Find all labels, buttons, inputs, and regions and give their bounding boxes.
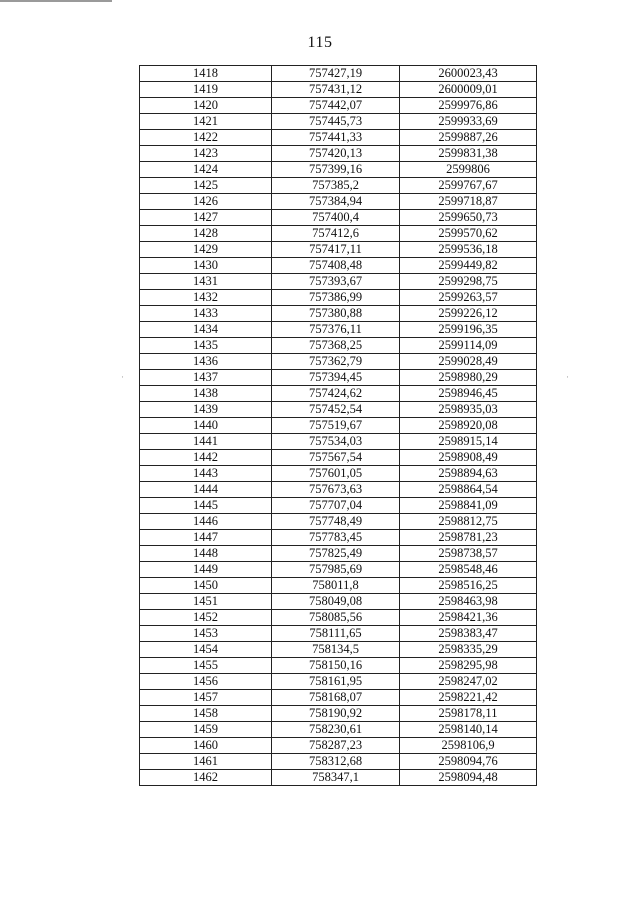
x-coordinate-cell: 757399,16 xyxy=(272,162,400,178)
y-coordinate-cell: 2598221,42 xyxy=(400,690,537,706)
x-coordinate-cell: 758190,92 xyxy=(272,706,400,722)
point-number-cell: 1418 xyxy=(140,66,272,82)
point-number-cell: 1432 xyxy=(140,290,272,306)
y-coordinate-cell: 2598094,76 xyxy=(400,754,537,770)
table-row xyxy=(140,242,537,258)
point-number-cell: 1434 xyxy=(140,322,272,338)
point-number-cell: 1461 xyxy=(140,754,272,770)
table-row xyxy=(140,626,537,642)
point-number-cell: 1455 xyxy=(140,658,272,674)
x-coordinate-cell: 757380,88 xyxy=(272,306,400,322)
page-number: 115 xyxy=(307,34,333,51)
x-coordinate-cell: 758150,16 xyxy=(272,658,400,674)
y-coordinate-cell: 2600023,43 xyxy=(400,66,537,82)
point-number-cell: 1431 xyxy=(140,274,272,290)
table-row xyxy=(140,274,537,290)
x-coordinate-cell: 758134,5 xyxy=(272,642,400,658)
y-coordinate-cell: 2598295,98 xyxy=(400,658,537,674)
point-number-cell: 1454 xyxy=(140,642,272,658)
y-coordinate-cell: 2598781,23 xyxy=(400,530,537,546)
y-coordinate-cell: 2598247,02 xyxy=(400,674,537,690)
x-coordinate-cell: 758049,08 xyxy=(272,594,400,610)
point-number-cell: 1439 xyxy=(140,402,272,418)
table-row xyxy=(140,610,537,626)
point-number-cell: 1429 xyxy=(140,242,272,258)
point-number-cell: 1442 xyxy=(140,450,272,466)
y-coordinate-cell: 2599831,38 xyxy=(400,146,537,162)
point-number-cell: 1447 xyxy=(140,530,272,546)
x-coordinate-cell: 757445,73 xyxy=(272,114,400,130)
y-coordinate-cell: 2598908,49 xyxy=(400,450,537,466)
point-number-cell: 1446 xyxy=(140,514,272,530)
table-row xyxy=(140,754,537,770)
table-row xyxy=(140,114,537,130)
x-coordinate-cell: 757783,45 xyxy=(272,530,400,546)
y-coordinate-cell: 2598421,36 xyxy=(400,610,537,626)
table-row xyxy=(140,338,537,354)
y-coordinate-cell: 2599196,35 xyxy=(400,322,537,338)
table-row xyxy=(140,178,537,194)
y-coordinate-cell: 2599933,69 xyxy=(400,114,537,130)
coordinates-table xyxy=(139,65,537,786)
point-number-cell: 1440 xyxy=(140,418,272,434)
y-coordinate-cell: 2598335,29 xyxy=(400,642,537,658)
point-number-cell: 1427 xyxy=(140,210,272,226)
y-coordinate-cell: 2598894,63 xyxy=(400,466,537,482)
x-coordinate-cell: 757567,54 xyxy=(272,450,400,466)
x-coordinate-cell: 757400,4 xyxy=(272,210,400,226)
x-coordinate-cell: 757519,67 xyxy=(272,418,400,434)
x-coordinate-cell: 757385,2 xyxy=(272,178,400,194)
point-number-cell: 1458 xyxy=(140,706,272,722)
x-coordinate-cell: 757412,6 xyxy=(272,226,400,242)
x-coordinate-cell: 757825,49 xyxy=(272,546,400,562)
table-row xyxy=(140,418,537,434)
x-coordinate-cell: 757441,33 xyxy=(272,130,400,146)
table-row xyxy=(140,66,537,82)
y-coordinate-cell: 2598463,98 xyxy=(400,594,537,610)
point-number-cell: 1453 xyxy=(140,626,272,642)
y-coordinate-cell: 2598738,57 xyxy=(400,546,537,562)
table-row xyxy=(140,434,537,450)
x-coordinate-cell: 757394,45 xyxy=(272,370,400,386)
x-coordinate-cell: 757408,48 xyxy=(272,258,400,274)
y-coordinate-cell: 2599298,75 xyxy=(400,274,537,290)
table-row xyxy=(140,194,537,210)
table-row xyxy=(140,210,537,226)
table-row xyxy=(140,530,537,546)
table-row xyxy=(140,722,537,738)
point-number-cell: 1444 xyxy=(140,482,272,498)
table-row xyxy=(140,770,537,786)
y-coordinate-cell: 2599806 xyxy=(400,162,537,178)
y-coordinate-cell: 2598383,47 xyxy=(400,626,537,642)
point-number-cell: 1459 xyxy=(140,722,272,738)
table-row xyxy=(140,594,537,610)
point-number-cell: 1443 xyxy=(140,466,272,482)
x-coordinate-cell: 757673,63 xyxy=(272,482,400,498)
y-coordinate-cell: 2599263,57 xyxy=(400,290,537,306)
y-coordinate-cell: 2599028,49 xyxy=(400,354,537,370)
x-coordinate-cell: 757424,62 xyxy=(272,386,400,402)
x-coordinate-cell: 758287,23 xyxy=(272,738,400,754)
table-row xyxy=(140,562,537,578)
x-coordinate-cell: 757452,54 xyxy=(272,402,400,418)
table-row xyxy=(140,402,537,418)
point-number-cell: 1456 xyxy=(140,674,272,690)
x-coordinate-cell: 757384,94 xyxy=(272,194,400,210)
y-coordinate-cell: 2598864,54 xyxy=(400,482,537,498)
x-coordinate-cell: 757368,25 xyxy=(272,338,400,354)
point-number-cell: 1462 xyxy=(140,770,272,786)
x-coordinate-cell: 758168,07 xyxy=(272,690,400,706)
y-coordinate-cell: 2598106,9 xyxy=(400,738,537,754)
table-row xyxy=(140,450,537,466)
x-coordinate-cell: 757534,03 xyxy=(272,434,400,450)
y-coordinate-cell: 2599114,09 xyxy=(400,338,537,354)
table-row xyxy=(140,642,537,658)
table-row xyxy=(140,738,537,754)
y-coordinate-cell: 2598548,46 xyxy=(400,562,537,578)
point-number-cell: 1425 xyxy=(140,178,272,194)
table-row xyxy=(140,498,537,514)
table-row xyxy=(140,258,537,274)
point-number-cell: 1421 xyxy=(140,114,272,130)
x-coordinate-cell: 757431,12 xyxy=(272,82,400,98)
point-number-cell: 1449 xyxy=(140,562,272,578)
table-row xyxy=(140,162,537,178)
x-coordinate-cell: 757417,11 xyxy=(272,242,400,258)
y-coordinate-cell: 2599226,12 xyxy=(400,306,537,322)
point-number-cell: 1424 xyxy=(140,162,272,178)
table-row xyxy=(140,546,537,562)
y-coordinate-cell: 2599570,62 xyxy=(400,226,537,242)
point-number-cell: 1423 xyxy=(140,146,272,162)
x-coordinate-cell: 758312,68 xyxy=(272,754,400,770)
point-number-cell: 1433 xyxy=(140,306,272,322)
table-row xyxy=(140,514,537,530)
y-coordinate-cell: 2600009,01 xyxy=(400,82,537,98)
table-row xyxy=(140,466,537,482)
table-row xyxy=(140,578,537,594)
y-coordinate-cell: 2598140,14 xyxy=(400,722,537,738)
x-coordinate-cell: 757376,11 xyxy=(272,322,400,338)
table-row xyxy=(140,354,537,370)
y-coordinate-cell: 2599650,73 xyxy=(400,210,537,226)
x-coordinate-cell: 758085,56 xyxy=(272,610,400,626)
scan-speck: · xyxy=(121,372,124,382)
x-coordinate-cell: 757748,49 xyxy=(272,514,400,530)
y-coordinate-cell: 2599536,18 xyxy=(400,242,537,258)
point-number-cell: 1460 xyxy=(140,738,272,754)
point-number-cell: 1451 xyxy=(140,594,272,610)
x-coordinate-cell: 757362,79 xyxy=(272,354,400,370)
y-coordinate-cell: 2598094,48 xyxy=(400,770,537,786)
x-coordinate-cell: 757601,05 xyxy=(272,466,400,482)
table-row xyxy=(140,706,537,722)
table-row xyxy=(140,98,537,114)
point-number-cell: 1426 xyxy=(140,194,272,210)
x-coordinate-cell: 757393,67 xyxy=(272,274,400,290)
point-number-cell: 1437 xyxy=(140,370,272,386)
y-coordinate-cell: 2599449,82 xyxy=(400,258,537,274)
point-number-cell: 1450 xyxy=(140,578,272,594)
x-coordinate-cell: 757707,04 xyxy=(272,498,400,514)
x-coordinate-cell: 758347,1 xyxy=(272,770,400,786)
point-number-cell: 1422 xyxy=(140,130,272,146)
y-coordinate-cell: 2598935,03 xyxy=(400,402,537,418)
y-coordinate-cell: 2598980,29 xyxy=(400,370,537,386)
point-number-cell: 1436 xyxy=(140,354,272,370)
point-number-cell: 1430 xyxy=(140,258,272,274)
table-row xyxy=(140,482,537,498)
y-coordinate-cell: 2599718,87 xyxy=(400,194,537,210)
x-coordinate-cell: 757427,19 xyxy=(272,66,400,82)
x-coordinate-cell: 758111,65 xyxy=(272,626,400,642)
point-number-cell: 1428 xyxy=(140,226,272,242)
y-coordinate-cell: 2598915,14 xyxy=(400,434,537,450)
x-coordinate-cell: 757985,69 xyxy=(272,562,400,578)
coordinates-table-body xyxy=(140,66,537,786)
y-coordinate-cell: 2598920,08 xyxy=(400,418,537,434)
x-coordinate-cell: 757442,07 xyxy=(272,98,400,114)
table-row xyxy=(140,146,537,162)
x-coordinate-cell: 758161,95 xyxy=(272,674,400,690)
table-row xyxy=(140,370,537,386)
y-coordinate-cell: 2598812,75 xyxy=(400,514,537,530)
x-coordinate-cell: 757386,99 xyxy=(272,290,400,306)
point-number-cell: 1435 xyxy=(140,338,272,354)
table-row xyxy=(140,290,537,306)
table-row xyxy=(140,226,537,242)
y-coordinate-cell: 2598178,11 xyxy=(400,706,537,722)
point-number-cell: 1452 xyxy=(140,610,272,626)
point-number-cell: 1448 xyxy=(140,546,272,562)
table-row xyxy=(140,658,537,674)
table-row xyxy=(140,322,537,338)
point-number-cell: 1438 xyxy=(140,386,272,402)
point-number-cell: 1420 xyxy=(140,98,272,114)
y-coordinate-cell: 2598841,09 xyxy=(400,498,537,514)
scan-speck: · xyxy=(566,372,569,382)
point-number-cell: 1441 xyxy=(140,434,272,450)
table-row xyxy=(140,690,537,706)
point-number-cell: 1445 xyxy=(140,498,272,514)
x-coordinate-cell: 757420,13 xyxy=(272,146,400,162)
y-coordinate-cell: 2599767,67 xyxy=(400,178,537,194)
table-row xyxy=(140,386,537,402)
y-coordinate-cell: 2599887,26 xyxy=(400,130,537,146)
table-row xyxy=(140,130,537,146)
y-coordinate-cell: 2598516,25 xyxy=(400,578,537,594)
table-row xyxy=(140,674,537,690)
top-rule xyxy=(0,0,112,2)
point-number-cell: 1457 xyxy=(140,690,272,706)
x-coordinate-cell: 758230,61 xyxy=(272,722,400,738)
table-row xyxy=(140,82,537,98)
x-coordinate-cell: 758011,8 xyxy=(272,578,400,594)
y-coordinate-cell: 2598946,45 xyxy=(400,386,537,402)
y-coordinate-cell: 2599976,86 xyxy=(400,98,537,114)
table-row xyxy=(140,306,537,322)
point-number-cell: 1419 xyxy=(140,82,272,98)
